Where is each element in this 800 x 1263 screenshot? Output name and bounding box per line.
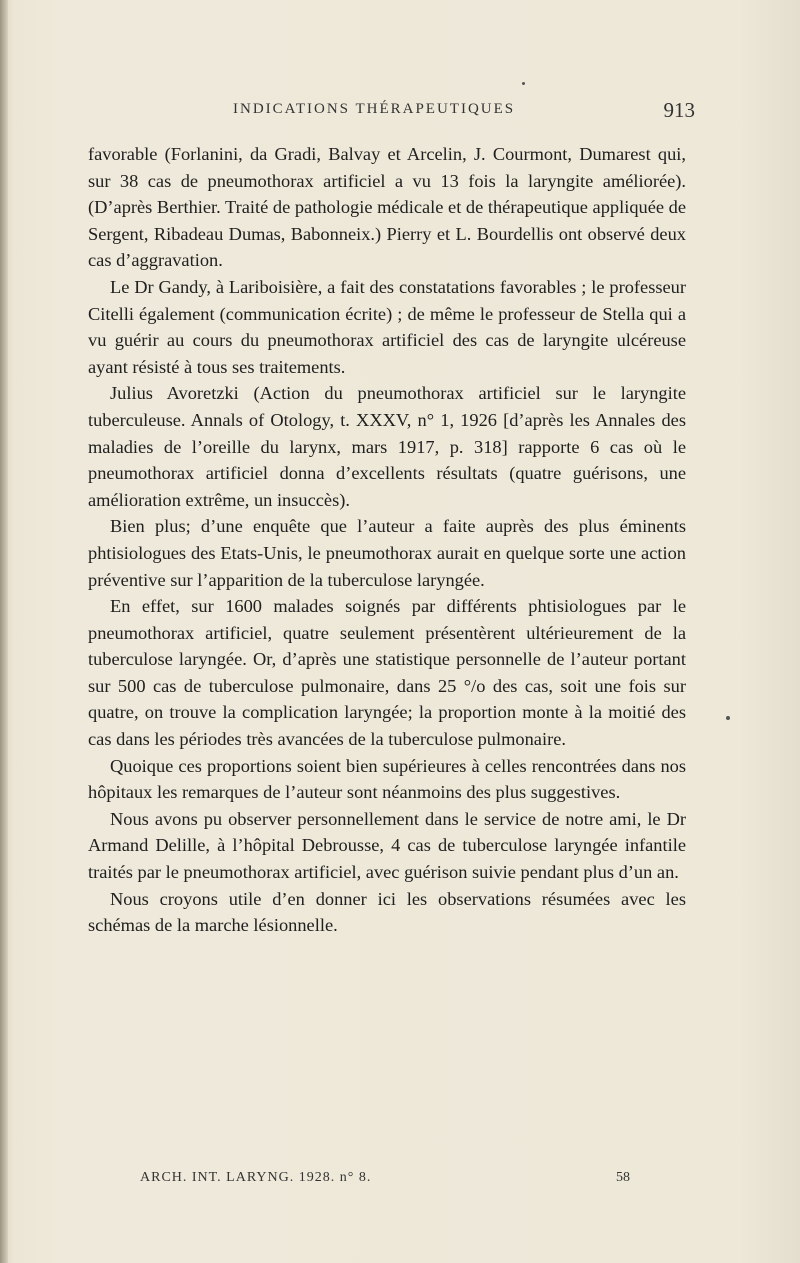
journal-reference: ARCH. INT. LARYNG. 1928. n° 8. — [140, 1170, 372, 1185]
paragraph: Nous croyons utile d’en donner ici les observations résumées avec les schémas de la marche lésionnelle. — [88, 888, 686, 936]
paragraph: Bien plus; d’une enquête que l’auteur a faite auprès des plus éminents phtisiologues des Etats-Unis, le pneumothorax aurait en quelque sorte une action préventive sur l’apparition de la tuberculose laryngée. — [88, 516, 686, 590]
page-footer — [140, 1170, 630, 1192]
running-title: INDICATIONS THÉRAPEUTIQUES — [233, 101, 516, 117]
paragraph: Julius Avoretzki (Action du pneumothorax artificiel sur le laryngite tuberculeuse. Annals of Otology, t. XXXV, n° 1, 1926 [d’après les Annales des maladies de l’oreille du larynx, mars 1917, p. 318] rapporte 6 cas où le pneumothorax artificiel donna d’excellents résultats (quatre guérisons, une amélioration extrême, un insuccès). — [88, 383, 686, 510]
paragraph: favorable (Forlanini, da Gradi, Balvay et Arcelin, J. Courmont, Dumarest qui, sur 38 cas de pneumothorax artificiel a vu 13 fois la laryngite améliorée). (D’après Berthier. Traité de pathologie médicale et de thérapeutique appliquée de Sergent, Ribadeau Dumas, Babonneix.) Pierry et L. Bourdellis ont observé deux cas d’aggravation. — [88, 144, 686, 271]
print-speck — [522, 82, 525, 85]
print-speck — [726, 716, 730, 720]
body-text — [88, 141, 686, 939]
paragraph: Nous avons pu observer personnellement dans le service de notre ami, le Dr Armand Delille, à l’hôpital Debrousse, 4 cas de tuberculose laryngée infantile traités par le pneumothorax artificiel, avec guérison suivie pendant plus d’un an. — [88, 808, 686, 883]
page-binding-shadow — [0, 0, 8, 1263]
page-number: 913 — [663, 98, 695, 122]
paragraph: Quoique ces proportions soient bien supérieures à celles rencontrées dans nos hôpitaux les remarques de l’auteur sont néanmoins des plus suggestives. — [88, 755, 686, 803]
paragraph: Le Dr Gandy, à Lariboisière, a fait des constatations favorables ; le professeur Citelli également (communication écrite) ; de même le professeur de Stella qui a vu guérir au cours du pneumothorax artificiel des cas de laryngite ulcéreuse ayant résisté à tous ses traitements. — [88, 276, 686, 377]
page-header — [233, 98, 695, 128]
signature-mark: 58 — [616, 1170, 630, 1185]
paragraph: En effet, sur 1600 malades soignés par différents phtisiologues par le pneumothorax artificiel, quatre seulement présentèrent ultérieurement de la tuberculose laryngée. Or, d’après une statistique personnelle de l’auteur portant sur 500 cas de tuberculose pulmonaire, dans 25 °/o des cas, soit une fois sur quatre, on trouve la complication laryngée; la proportion monte à la moitié des cas dans les périodes très avancées de la tuberculose pulmonaire. — [88, 596, 686, 750]
